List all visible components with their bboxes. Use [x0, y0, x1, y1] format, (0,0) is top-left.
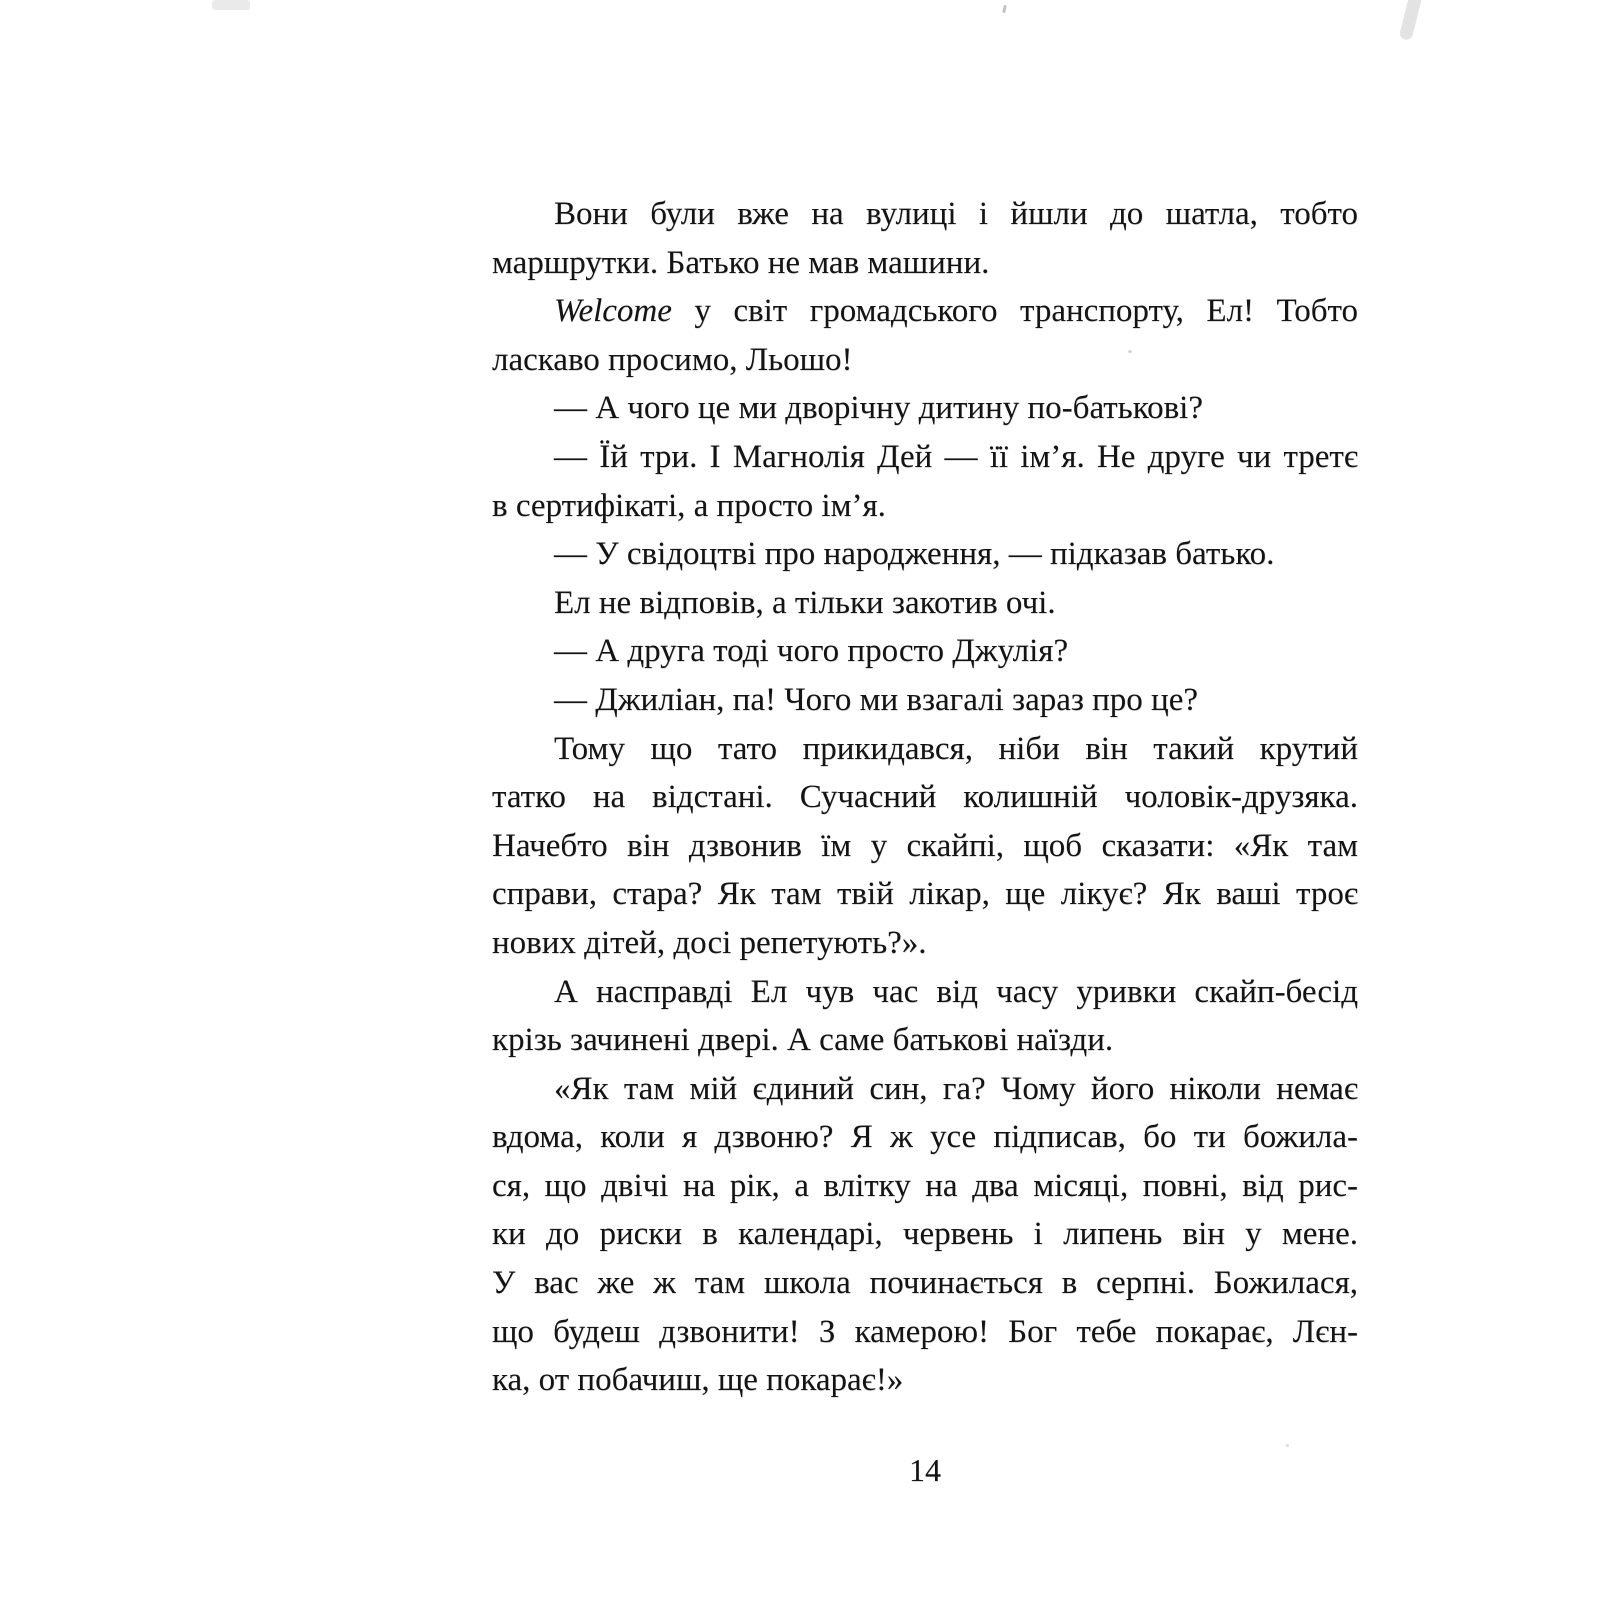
paragraph [492, 676, 1358, 725]
text-segment: що будеш дзвонити! З камерою! Бог тебе покарає, Лєн- [492, 1313, 1358, 1350]
text-segment: ки до риски в календарі, червень і липень він у мене. [492, 1216, 1358, 1253]
text-segment: нових дітей, досі репетують?». [492, 924, 927, 961]
text-line [492, 1113, 1358, 1162]
text-line [492, 919, 1358, 968]
text-segment: Начебто він дзвонив їм у скайпі, щоб сказати: «Як там [492, 827, 1358, 864]
paragraph [492, 384, 1358, 433]
text-segment: — Їй три. І Магнолія Дей — її ім’я. Не друге чи третє [554, 438, 1358, 475]
text-line [492, 1016, 1358, 1065]
text-line [492, 190, 1358, 239]
text-segment: «Як там мій єдиний син, га? Чому його ніколи немає [554, 1070, 1358, 1107]
paragraph [492, 530, 1358, 579]
paragraph [492, 190, 1358, 287]
text-segment: вдома, коли я дзвоню? Я ж усе підписав, бо ти божила- [492, 1119, 1358, 1156]
text-line [492, 1162, 1358, 1211]
text-segment: Тому що тато прикидався, ніби він такий крутий [554, 730, 1358, 767]
text-segment: у світ громадського транспорту, Ел! Тобто [671, 293, 1358, 330]
text-line [492, 968, 1358, 1017]
text-line [492, 1356, 1358, 1405]
text-line [492, 725, 1358, 774]
paragraph [492, 968, 1358, 1065]
text-segment: Ел не відповів, а тільки закотив очі. [554, 584, 1056, 621]
text-line [492, 579, 1358, 628]
scan-artifact [1286, 1444, 1289, 1447]
text-segment: маршрутки. Батько не мав машини. [492, 244, 990, 281]
text-segment: ся, що двічі на рік, а влітку на два місяці, повні, від рис- [492, 1167, 1358, 1204]
text-line [492, 627, 1358, 676]
scan-artifact [1399, 0, 1423, 41]
scan-artifact [1002, 5, 1007, 13]
paragraph [492, 725, 1358, 968]
text-line [492, 336, 1358, 385]
paragraph [492, 433, 1358, 530]
text-segment: — У свідоцтві про народження, — підказав батько. [554, 536, 1275, 573]
text-line [492, 530, 1358, 579]
text-segment: ласкаво просимо, Льошо! [492, 341, 853, 378]
text-line [492, 1259, 1358, 1308]
scan-artifact [212, 0, 250, 10]
text-segment: — Джиліан, па! Чого ми взагалі зараз про це? [554, 681, 1199, 718]
text-line [492, 433, 1358, 482]
text-line [492, 1065, 1358, 1114]
paragraph [492, 1065, 1358, 1405]
text-segment: — А друга тоді чого просто Джулія? [554, 633, 1069, 670]
text-segment: крізь зачинені двері. А саме батькові наїзди. [492, 1022, 1114, 1059]
text-segment: в сертифікаті, а просто ім’я. [492, 487, 886, 524]
text-line [492, 239, 1358, 288]
paragraph [492, 287, 1358, 384]
text-line [492, 822, 1358, 871]
text-segment: Вони були вже на вулиці і йшли до шатла, тобто [554, 196, 1358, 232]
text-segment: У вас же ж там школа починається в серпні. Божилася, [492, 1265, 1358, 1302]
text-line [492, 1210, 1358, 1259]
text-line [492, 773, 1358, 822]
text-segment: справи, стара? Як там твій лікар, ще лікує? Як ваші троє [492, 876, 1358, 913]
text-segment: татко на відстані. Сучасний колишній чоловік-друзяка. [492, 779, 1358, 816]
paragraph [492, 627, 1358, 676]
text-segment: — А чого це ми дворічну дитину по-батькові? [554, 390, 1203, 427]
text-line [492, 287, 1358, 336]
text-line [492, 482, 1358, 531]
text-line [492, 1308, 1358, 1357]
page-number: 14 [909, 1452, 941, 1488]
paragraph [492, 579, 1358, 628]
text-line [492, 870, 1358, 919]
text-segment: А насправді Ел чув час від часу уривки скайп-бесід [554, 973, 1358, 1010]
text-segment: ка, от побачиш, ще покарає!» [492, 1362, 904, 1399]
text-line [492, 384, 1358, 433]
italic-text-segment: Welcome [554, 293, 672, 330]
text-line [492, 676, 1358, 725]
text-block [492, 190, 1358, 1405]
